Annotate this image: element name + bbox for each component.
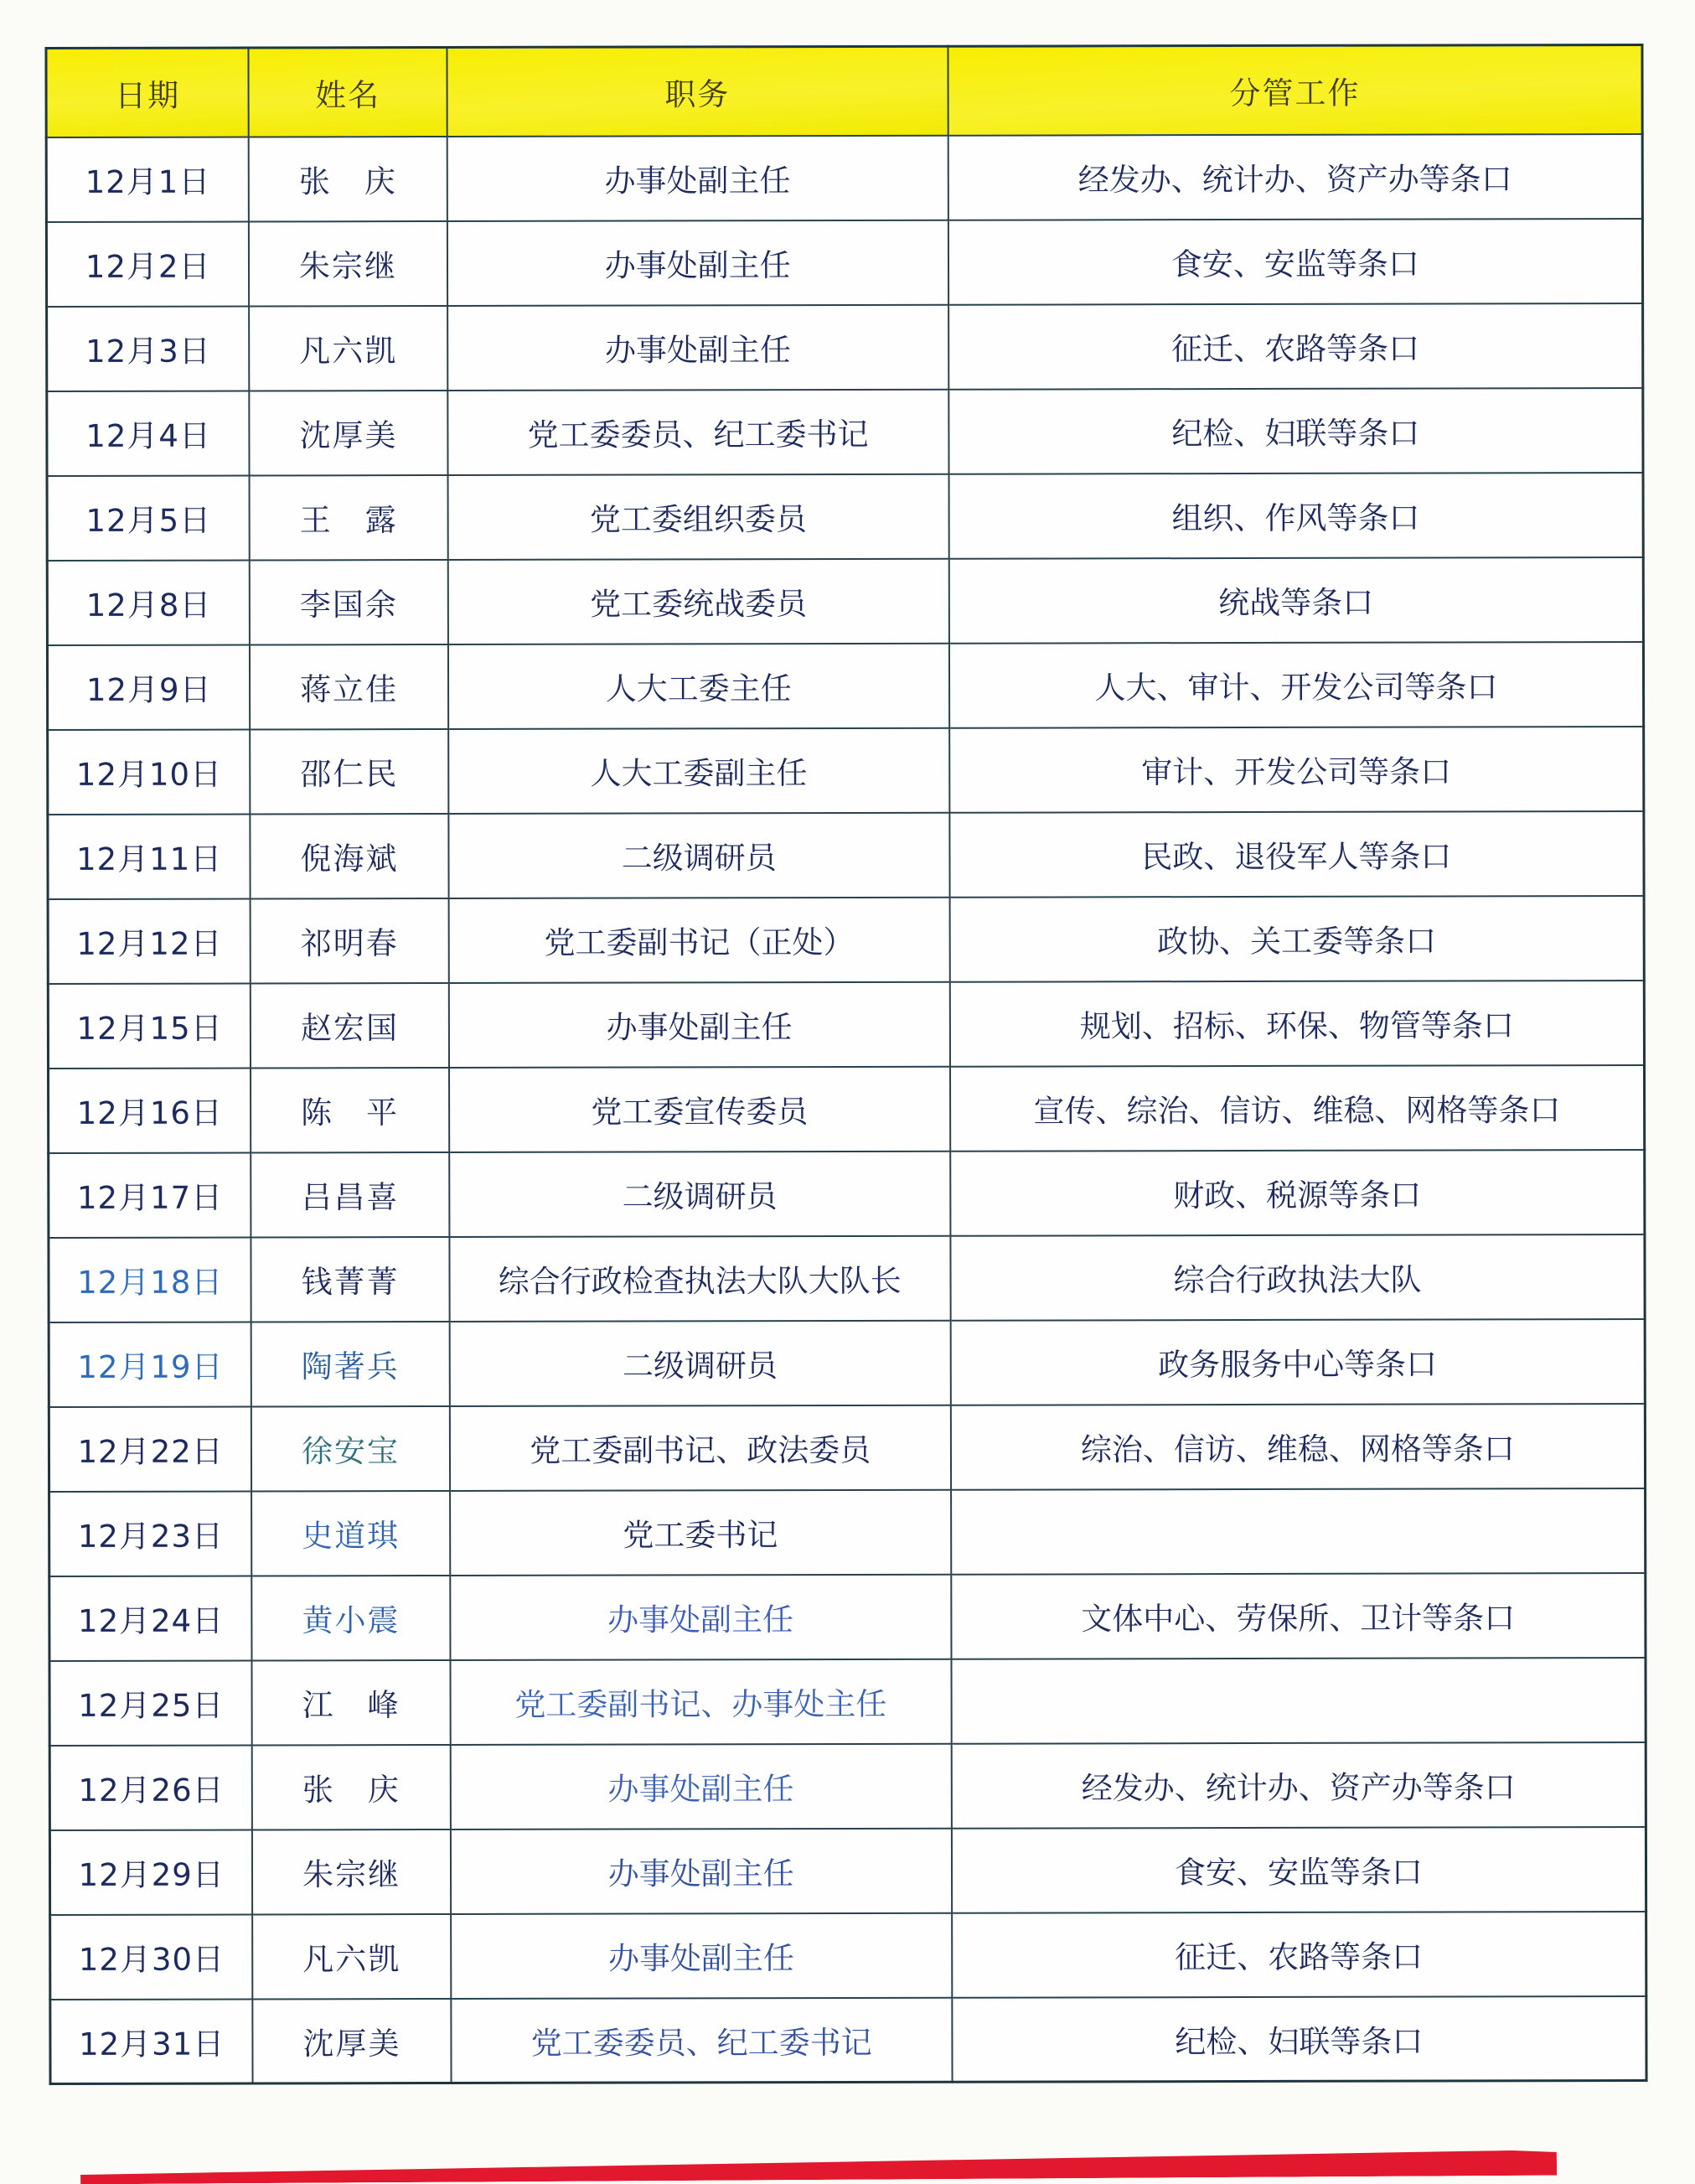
name-cell: 倪海斌 [251, 813, 448, 898]
date-cell: 12月24日 [49, 1576, 252, 1661]
duties-cell: 统战等条口 [949, 557, 1644, 644]
name-cell: 史道琪 [251, 1490, 449, 1575]
date-cell: 12月8日 [47, 560, 250, 645]
table-row [49, 1827, 1646, 1915]
name-cell: 陶著兵 [251, 1321, 449, 1405]
position-cell: 二级调研员 [448, 812, 949, 898]
roster-body [46, 134, 1646, 2084]
name-cell: 沈厚美 [250, 390, 447, 474]
table-row [49, 1319, 1645, 1407]
name-cell: 徐安宝 [251, 1405, 449, 1490]
duties-cell: 纪检、妇联等条口 [952, 1996, 1646, 2083]
duties-cell [951, 1488, 1646, 1575]
name-cell: 李国余 [250, 559, 447, 644]
date-cell: 12月17日 [49, 1152, 251, 1238]
date-cell: 12月3日 [47, 306, 250, 391]
date-cell: 12月11日 [48, 814, 251, 899]
table-row [49, 1488, 1646, 1576]
date-cell: 12月19日 [49, 1322, 251, 1407]
table-row [47, 303, 1643, 391]
table-row [47, 473, 1643, 561]
position-cell: 办事处副主任 [447, 304, 948, 390]
position-cell: 党工委副书记（正处） [448, 897, 949, 982]
table-row [49, 1150, 1645, 1238]
duties-cell: 经发办、统计办、资产办等条口 [951, 1742, 1646, 1829]
date-cell: 12月10日 [48, 729, 251, 815]
date-cell: 12月9日 [47, 644, 250, 730]
table-row [48, 811, 1644, 899]
table-row [46, 219, 1642, 307]
date-cell: 12月4日 [47, 391, 250, 476]
name-cell: 陈 平 [251, 1067, 448, 1152]
duties-cell: 文体中心、劳保所、卫计等条口 [951, 1573, 1646, 1659]
position-cell: 二级调研员 [449, 1320, 950, 1405]
name-cell: 邵仁民 [251, 728, 448, 813]
name-cell: 凡六凯 [250, 305, 447, 390]
position-cell: 党工委书记 [450, 1489, 951, 1575]
duties-cell: 政务服务中心等条口 [950, 1319, 1645, 1405]
duties-cell: 食安、安监等条口 [952, 1827, 1646, 1913]
table-row [49, 1573, 1646, 1661]
duties-cell: 规划、招标、环保、物管等条口 [950, 981, 1645, 1067]
table-row [49, 1658, 1646, 1746]
position-cell: 党工委委员、纪工委书记 [447, 389, 948, 474]
duties-cell: 审计、开发公司等条口 [949, 727, 1644, 813]
name-cell: 凡六凯 [253, 1913, 451, 1998]
duties-cell: 人大、审计、开发公司等条口 [949, 642, 1644, 728]
header-duties: 分管工作 [948, 45, 1642, 136]
position-cell: 党工委委员、纪工委书记 [451, 1997, 952, 2083]
table-row [46, 134, 1642, 222]
date-cell: 12月29日 [49, 1829, 252, 1915]
date-cell: 12月23日 [49, 1491, 252, 1576]
date-cell: 12月31日 [50, 1999, 253, 2084]
name-cell: 朱宗继 [252, 1829, 450, 1913]
position-cell: 党工委副书记、办事处主任 [450, 1659, 951, 1744]
duties-cell: 征迁、农路等条口 [948, 303, 1643, 390]
position-cell: 办事处副主任 [447, 135, 948, 220]
name-cell: 祁明春 [251, 898, 448, 982]
name-cell: 张 庆 [252, 1744, 450, 1829]
name-cell: 吕昌喜 [251, 1152, 449, 1236]
table-row [47, 557, 1643, 645]
duties-cell: 民政、退役军人等条口 [949, 811, 1644, 898]
name-cell: 赵宏国 [251, 982, 448, 1067]
table-row [47, 388, 1643, 476]
position-cell: 党工委宣传委员 [449, 1066, 950, 1152]
table-row [48, 896, 1644, 984]
position-cell: 办事处副主任 [451, 1912, 952, 1998]
duties-cell: 宣传、综治、信访、维稳、网格等条口 [950, 1065, 1645, 1152]
position-cell: 综合行政检查执法大队大队长 [449, 1235, 950, 1321]
date-cell: 12月22日 [49, 1406, 251, 1492]
table-row [49, 1065, 1645, 1153]
duties-cell: 纪检、妇联等条口 [948, 388, 1643, 474]
position-cell: 办事处副主任 [450, 1743, 951, 1829]
duties-cell: 政协、关工委等条口 [949, 896, 1644, 982]
date-cell: 12月18日 [49, 1237, 251, 1322]
position-cell: 办事处副主任 [450, 1574, 951, 1659]
table-row [50, 1996, 1646, 2084]
duties-cell: 征迁、农路等条口 [952, 1912, 1646, 1998]
date-cell: 12月12日 [48, 898, 251, 984]
position-cell: 二级调研员 [449, 1151, 950, 1236]
position-cell: 人大工委主任 [448, 643, 949, 728]
date-cell: 12月5日 [47, 475, 250, 561]
table-row [47, 642, 1643, 730]
position-cell: 党工委副书记、政法委员 [449, 1405, 950, 1490]
duty-roster-table [44, 44, 1647, 2085]
duties-cell: 经发办、统计办、资产办等条口 [948, 134, 1642, 220]
name-cell: 张 庆 [249, 136, 447, 220]
table-row [50, 1912, 1646, 2000]
name-cell: 王 露 [250, 474, 447, 559]
position-cell: 党工委组织委员 [447, 474, 948, 559]
duties-cell: 食安、安监等条口 [948, 219, 1643, 305]
duties-cell: 财政、税源等条口 [950, 1150, 1645, 1236]
position-cell: 党工委统战委员 [447, 558, 948, 644]
table-row [49, 1742, 1646, 1830]
duties-cell: 综治、信访、维稳、网格等条口 [951, 1404, 1646, 1490]
date-cell: 12月15日 [48, 983, 251, 1069]
date-cell: 12月25日 [49, 1660, 252, 1746]
position-cell: 人大工委副主任 [448, 727, 949, 813]
date-cell: 12月16日 [49, 1068, 251, 1153]
name-cell: 江 峰 [252, 1659, 450, 1744]
duties-cell [951, 1658, 1646, 1744]
name-cell: 钱菁菁 [251, 1236, 449, 1321]
table-row [48, 727, 1644, 815]
position-cell: 办事处副主任 [451, 1828, 952, 1913]
table-row [48, 981, 1644, 1069]
name-cell: 蒋立佳 [250, 644, 447, 728]
date-cell: 12月1日 [46, 137, 249, 222]
duties-cell: 组织、作风等条口 [948, 473, 1643, 559]
name-cell: 黄小震 [252, 1575, 450, 1659]
position-cell: 办事处副主任 [448, 981, 949, 1067]
date-cell: 12月30日 [50, 1914, 253, 2000]
table-row [49, 1234, 1645, 1322]
date-cell: 12月26日 [49, 1745, 252, 1830]
header-position: 职务 [447, 46, 948, 136]
table-row [49, 1404, 1645, 1492]
date-cell: 12月2日 [46, 221, 249, 307]
header-date: 日期 [46, 48, 249, 137]
duties-cell: 综合行政执法大队 [950, 1234, 1645, 1321]
scanned-roster-sheet [47, 45, 1646, 2083]
header-row [46, 45, 1642, 137]
name-cell: 朱宗继 [249, 220, 447, 305]
position-cell: 办事处副主任 [447, 220, 948, 305]
name-cell: 沈厚美 [253, 1998, 451, 2083]
red-underline-bar [80, 2150, 1557, 2184]
header-name: 姓名 [249, 47, 447, 136]
